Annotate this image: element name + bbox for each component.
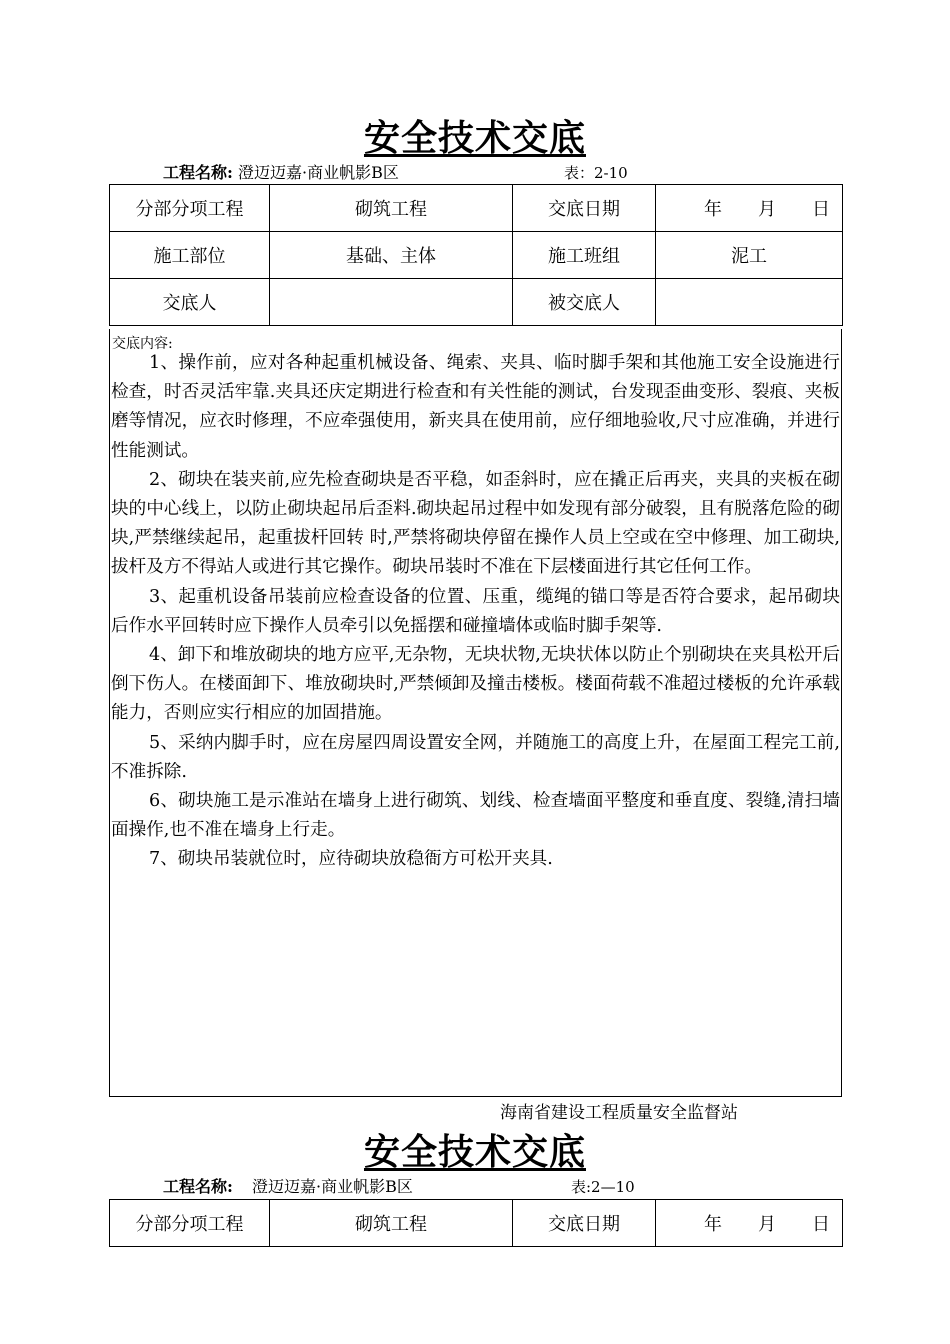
paragraph-4: 4、卸下和堆放砌块的地方应平,无杂物，无块状物,无块状体以防止个别砌块在夹具松开后倒下伤人。在楼面卸下、堆放砌块时,严禁倾卸及撞击楼板。楼面荷载不准超过楼板的允许承载能力，否则应实行相应的加固措施。: [111, 645, 840, 724]
date-label: 交底日期: [513, 185, 656, 232]
document-title: 安全技术交底: [363, 117, 586, 159]
project-label-2: 工程名称:: [163, 1177, 233, 1196]
division-value-2: 砌筑工程: [270, 1200, 513, 1247]
paragraph-6: 6、砌块施工是示准站在墙身上进行砌筑、划线、检查墙面平整度和垂直度、裂缝,清扫墙面操作,也不准在墙身上行走。: [111, 791, 840, 841]
date-value: 年 月 日: [656, 185, 843, 232]
table-row: [110, 232, 843, 279]
recipient-value: [656, 279, 843, 326]
content-label: 交底内容:: [112, 336, 173, 352]
document-title-2: 安全技术交底: [363, 1131, 586, 1173]
location-value: 基础、主体: [270, 232, 513, 279]
date-value-2: 年 月 日: [656, 1200, 843, 1247]
division-label: 分部分项工程: [110, 185, 270, 232]
project-label: 工程名称:: [163, 163, 233, 182]
content-box: [109, 329, 842, 1097]
project-line: [163, 160, 399, 183]
info-table: [109, 184, 843, 326]
form-number: 表：2-10: [564, 164, 628, 182]
table-row: [110, 185, 843, 232]
team-value: 泥工: [656, 232, 843, 279]
date-label-2: 交底日期: [513, 1200, 656, 1247]
footer-organization: 海南省建设工程质量安全监督站: [500, 1103, 738, 1123]
info-table-2: [109, 1199, 843, 1247]
paragraph-7: 7、砌块吊装就位时，应待砌块放稳衙方可松开夹具.: [149, 849, 553, 870]
recipient-label: 被交底人: [513, 279, 656, 326]
paragraph-2: 2、砌块在装夹前,应先检查砌块是否平稳，如歪斜时，应在撬正后再夹，夹具的夹板在砌块的中心线上，以防止砌块起吊后歪料.砌块起吊过程中如发现有部分破裂，且有脱落危险的砌块,严禁继续起吊，起重拔杆回转 时,严禁将砌块停留在操作人员上空或在空中修理、加工砌块,拔杆及方不得站人或进行其它操作。砌块吊装时不准在下层楼面进行其它任何工作。: [111, 469, 840, 578]
table-row: [110, 1200, 843, 1247]
briefer-label: 交底人: [110, 279, 270, 326]
paragraph-3: 3、起重机设备吊装前应检查设备的位置、压重，缆绳的锚口等是否符合要求，起吊砌块后作水平回转时应下操作人员牵引以免摇摆和碰撞墙体或临时脚手架等.: [111, 586, 840, 636]
project-line-2: [163, 1174, 413, 1197]
project-name-2: 澄迈迈嘉·商业帆影B区: [252, 1177, 413, 1196]
division-label-2: 分部分项工程: [110, 1200, 270, 1247]
briefer-value: [270, 279, 513, 326]
division-value: 砌筑工程: [270, 185, 513, 232]
content-paragraphs: [111, 349, 840, 875]
location-label: 施工部位: [110, 232, 270, 279]
project-name: 澄迈迈嘉·商业帆影B区: [238, 163, 399, 182]
team-label: 施工班组: [513, 232, 656, 279]
table-row: [110, 279, 843, 326]
form-number-2: 表:2—10: [571, 1178, 635, 1196]
paragraph-5: 5、采纳内脚手时，应在房屋四周设置安全网，并随施工的高度上升，在屋面工程完工前,不准拆除.: [111, 732, 840, 782]
paragraph-1: 1、操作前，应对各种起重机械设备、绳索、夹具、临时脚手架和其他施工安全设施进行检查，时否灵活牢靠.夹具还庆定期进行检查和有关性能的测试，台发现歪曲变形、裂痕、夹板磨等情况，应衣时修理，不应牵强使用，新夹具在使用前，应仔细地验收,尺寸应准确，并进行性能测试。: [111, 353, 840, 461]
